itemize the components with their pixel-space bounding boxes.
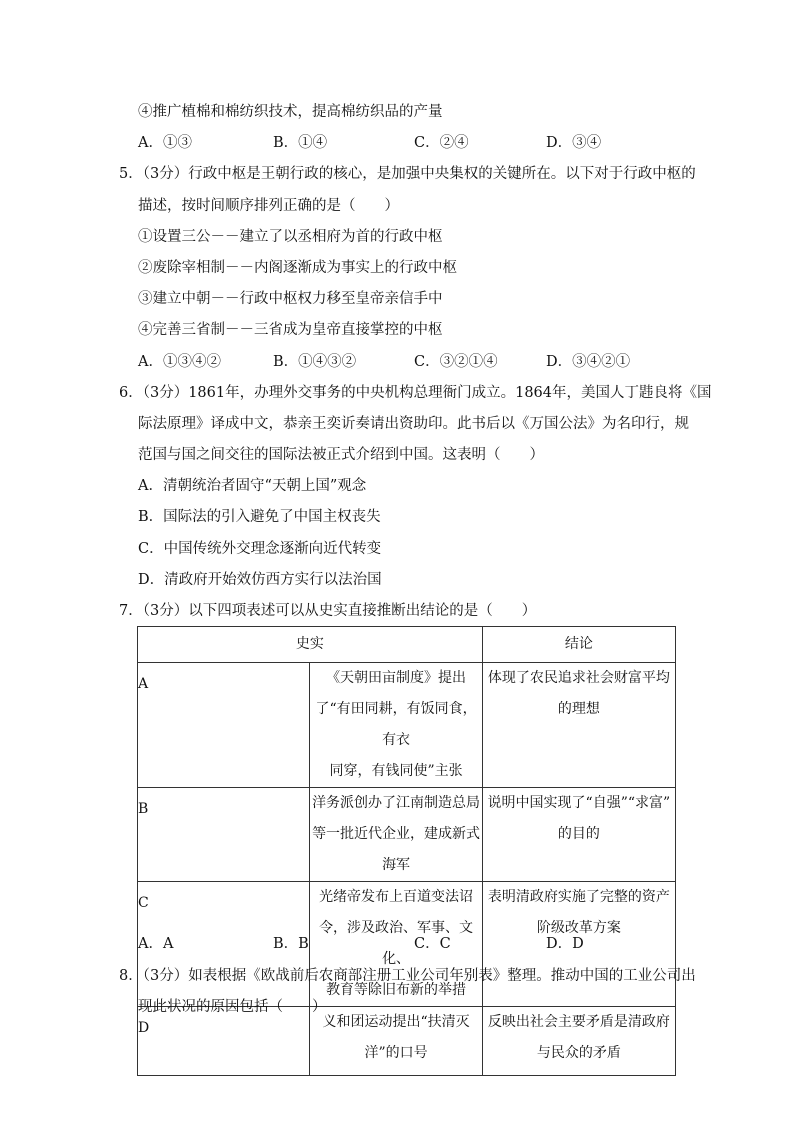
q6-option-a[interactable]: A．清朝统治者固守“天朝上国”观念 [138, 478, 367, 494]
q6-option-d[interactable]: D．清政府开始效仿西方实行以法治国 [138, 572, 382, 588]
q7-stem: 7．（3分）以下四项表述可以从史实直接推断出结论的是（ ） [119, 603, 537, 619]
q4-option-b[interactable]: B．①④ [273, 135, 328, 151]
q5-option-c[interactable]: C．③②①④ [414, 354, 498, 370]
fact-line: 光绪帝发布上百道变法诏令，涉及政治、军事、文化、 [319, 889, 474, 967]
q6-stem-line-2: 际法原理》译成中文，恭亲王奕䜣奏请出资助印。此书后以《万国公法》为名印行，规 [138, 416, 689, 432]
q8-stem-line-1: 8．（3分）如表根据《欧战前后农商部注册工业公司年别表》整理。推动中国的工业公司出 [119, 968, 696, 984]
q5-item-2: ②废除宰相制－－内阁逐渐成为事实上的行政中枢 [138, 260, 457, 276]
row-label: A [138, 663, 310, 788]
q5-item-3: ③建立中朝－－行政中枢权力移至皇帝亲信手中 [138, 291, 443, 307]
q4-option-c[interactable]: C．②④ [414, 135, 469, 151]
fact-line: 教育等除旧布新的举措 [326, 982, 467, 998]
fact-line: 《天朝田亩制度》提出了“有田同耕，有饭同食，有衣 [315, 670, 477, 748]
header-conclusion: 结论 [482, 627, 675, 663]
q6-stem-line-3: 范国与国之间交往的国际法被正式介绍到中国。这表明（ ） [138, 447, 544, 463]
q5-options [138, 352, 658, 372]
table-row [138, 663, 676, 788]
table-row [138, 788, 676, 882]
q4-option-a[interactable]: A．①③ [138, 135, 192, 151]
table-header-row [138, 627, 676, 663]
fact-line: 同穿，有钱同使”主张 [329, 763, 463, 779]
q5-item-4: ④完善三省制－－三省成为皇帝直接掌控的中枢 [138, 322, 443, 338]
q6-stem-line-1: 6．（3分）1861年，办理外交事务的中央机构总理衙门成立。1864年，美国人丁韪良将《国 [119, 385, 712, 401]
q7-option-a[interactable]: A．A [138, 936, 174, 952]
q6-option-b[interactable]: B．国际法的引入避免了中国主权丧失 [138, 509, 381, 525]
fact-line: 海军 [382, 857, 411, 873]
conclusion-line: 体现了农民追求社会财富平均 [487, 670, 670, 686]
q5-stem-line-2: 描述，按时间顺序排列正确的是（ ） [138, 198, 399, 214]
conclusion-line: 的目的 [557, 826, 600, 842]
q5-option-b[interactable]: B．①④③② [273, 354, 357, 370]
conclusion-line: 反映出社会主要矛盾是清政府 [487, 1014, 670, 1030]
q7-option-c[interactable]: C．C [414, 936, 451, 952]
q5-option-a[interactable]: A．①③④② [138, 354, 221, 370]
row-label: D [138, 1007, 310, 1076]
q4-item-4: ④推广植棉和棉纺织技术，提高棉纺织品的产量 [138, 104, 443, 120]
row-label: B [138, 788, 310, 882]
q5-stem-line-1: 5．（3分）行政中枢是王朝行政的核心，是加强中央集权的关键所在。以下对于行政中枢的 [119, 166, 696, 182]
q6-option-c[interactable]: C．中国传统外交理念逐渐向近代转变 [138, 541, 382, 557]
q7-option-b[interactable]: B．B [273, 936, 309, 952]
conclusion-line: 与民众的矛盾 [536, 1045, 621, 1061]
q8-stem-line-2: 现此状况的原因包括（ ） [138, 999, 327, 1015]
conclusion-line: 的理想 [557, 701, 600, 717]
q4-options [138, 133, 658, 153]
q5-option-d[interactable]: D．③④②① [546, 354, 631, 370]
fact-line: 义和团运动提出“扶清灭洋”的口号 [322, 1014, 470, 1061]
row-label: C [138, 882, 310, 1007]
fact-line: 洋务派创办了江南制造总局等一批近代企业，建成新式 [312, 795, 481, 842]
q5-item-1: ①设置三公－－建立了以丞相府为首的行政中枢 [138, 229, 443, 245]
q7-option-d[interactable]: D．D [546, 936, 584, 952]
conclusion-line: 表明清政府实施了完整的资产 [487, 889, 670, 905]
header-fact: 史实 [138, 627, 483, 663]
conclusion-line: 阶级改革方案 [536, 920, 621, 936]
q7-options [138, 934, 658, 954]
q4-option-d[interactable]: D．③④ [546, 135, 602, 151]
conclusion-line: 说明中国实现了“自强”“求富” [487, 795, 671, 811]
